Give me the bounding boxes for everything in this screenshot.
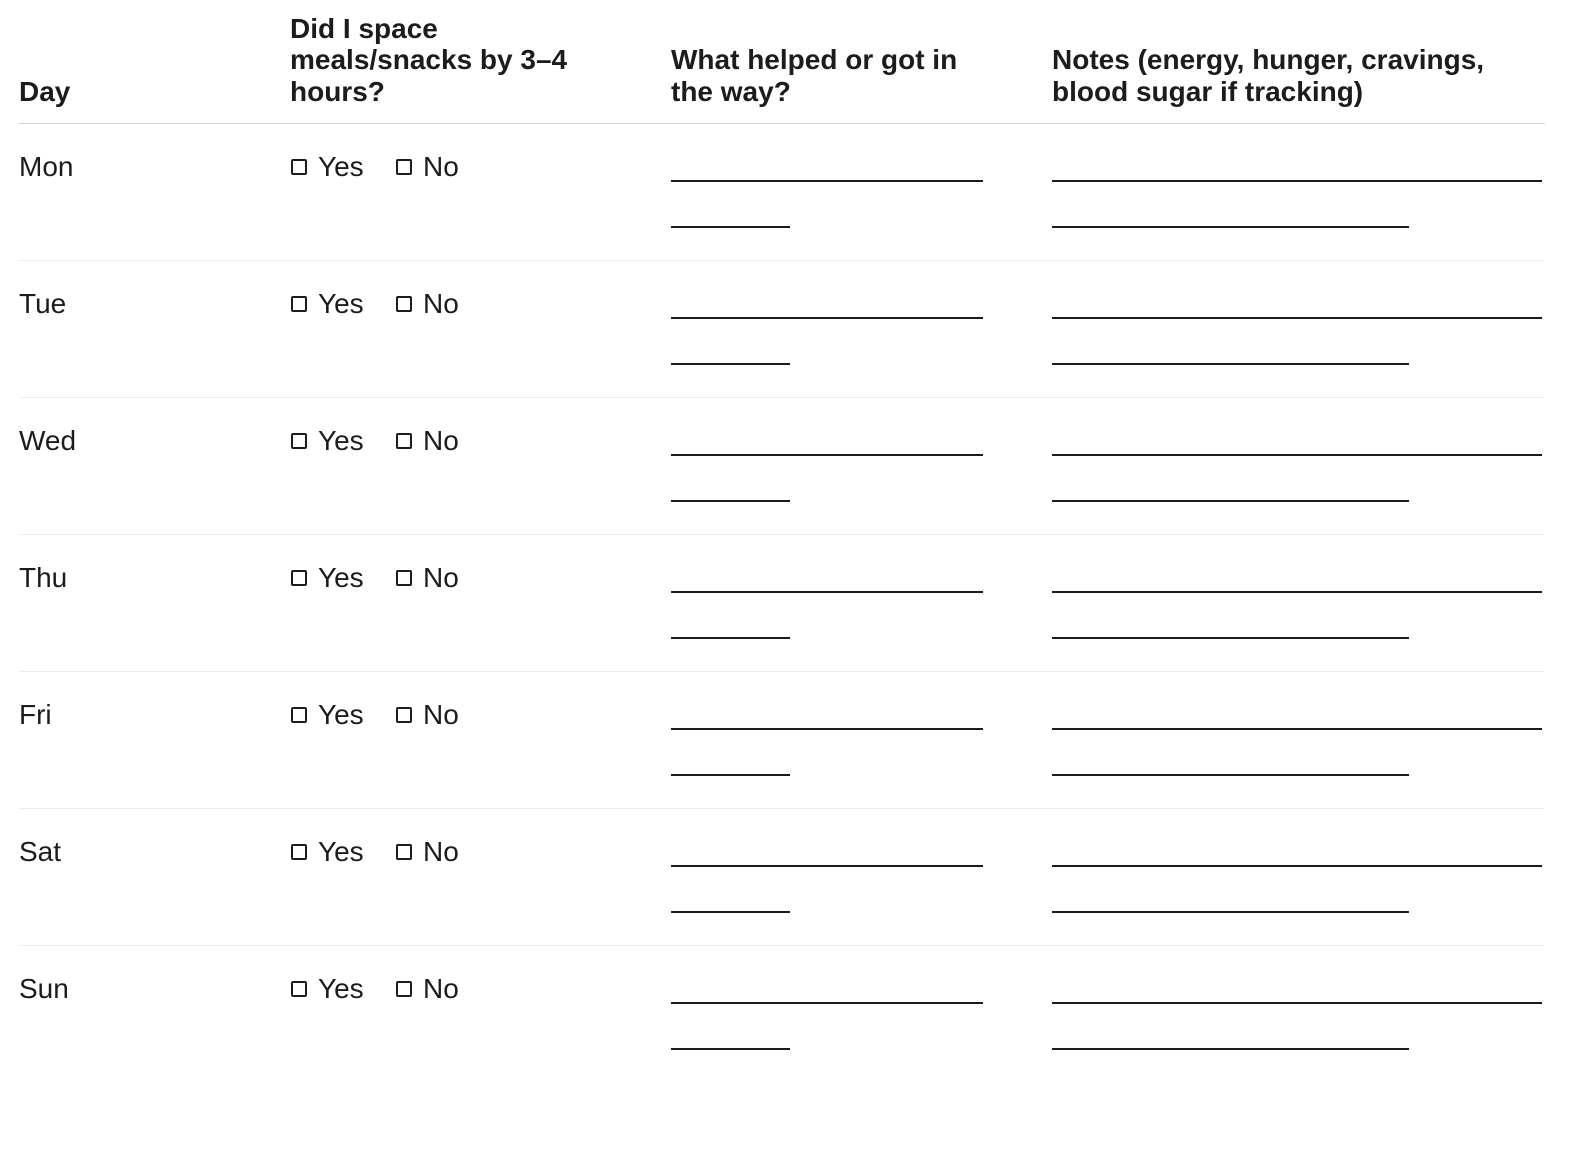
table-header [19, 0, 1545, 124]
notes-blank-line[interactable] [1052, 591, 1542, 593]
notes-blank-line[interactable] [1052, 180, 1542, 182]
notes-blank-line[interactable] [1052, 317, 1542, 319]
checkbox-icon [396, 159, 412, 175]
helped-blank-line[interactable] [671, 591, 983, 593]
checkbox-icon [291, 570, 307, 586]
notes-blank-line[interactable] [1052, 865, 1542, 867]
yes-label: Yes [318, 973, 364, 1004]
header-day: Day [19, 75, 71, 107]
helped-blank-line[interactable] [671, 363, 790, 365]
day-label: Tue [19, 288, 67, 319]
notes-blank-line[interactable] [1052, 1048, 1409, 1050]
yes-checkbox[interactable] [291, 150, 364, 184]
table-row-mon [19, 124, 1545, 261]
no-checkbox[interactable] [396, 698, 459, 732]
helped-blank-line[interactable] [671, 180, 983, 182]
helped-blank-line[interactable] [671, 500, 790, 502]
notes-blank-line[interactable] [1052, 500, 1409, 502]
yes-checkbox[interactable] [291, 972, 364, 1006]
notes-blank-line[interactable] [1052, 637, 1409, 639]
day-label: Mon [19, 151, 74, 182]
no-checkbox[interactable] [396, 424, 459, 458]
notes-blank-line[interactable] [1052, 911, 1409, 913]
checkbox-icon [291, 981, 307, 997]
header-notes: Notes (energy, hunger, cravings, blood sugar if tracking) [1052, 44, 1485, 107]
yes-label: Yes [318, 836, 364, 867]
checkbox-icon [396, 570, 412, 586]
no-label: No [423, 973, 459, 1004]
no-label: No [423, 151, 459, 182]
yes-checkbox[interactable] [291, 698, 364, 732]
notes-blank-line[interactable] [1052, 226, 1409, 228]
header-what-helped: What helped or got in the way? [671, 44, 958, 107]
helped-blank-line[interactable] [671, 1002, 983, 1004]
no-checkbox[interactable] [396, 287, 459, 321]
spacing-log-table [19, 0, 1545, 1082]
yes-label: Yes [318, 562, 364, 593]
checkbox-icon [291, 844, 307, 860]
yes-label: Yes [318, 151, 364, 182]
checkbox-icon [396, 296, 412, 312]
helped-blank-line[interactable] [671, 454, 983, 456]
notes-blank-line[interactable] [1052, 363, 1409, 365]
no-checkbox[interactable] [396, 835, 459, 869]
checkbox-icon [291, 433, 307, 449]
helped-blank-line[interactable] [671, 728, 983, 730]
notes-blank-line[interactable] [1052, 774, 1409, 776]
yes-label: Yes [318, 425, 364, 456]
no-label: No [423, 699, 459, 730]
no-label: No [423, 836, 459, 867]
checkbox-icon [291, 707, 307, 723]
table-row-fri [19, 672, 1545, 809]
helped-blank-line[interactable] [671, 1048, 790, 1050]
no-label: No [423, 425, 459, 456]
notes-blank-line[interactable] [1052, 1002, 1542, 1004]
no-checkbox[interactable] [396, 150, 459, 184]
table-row-sun [19, 946, 1545, 1082]
helped-blank-line[interactable] [671, 911, 790, 913]
day-label: Sun [19, 973, 69, 1004]
helped-blank-line[interactable] [671, 774, 790, 776]
checkbox-icon [291, 159, 307, 175]
header-spaced-meals: Did I space meals/snacks by 3–4 hours? [290, 12, 568, 107]
day-label: Wed [19, 425, 77, 456]
notes-blank-line[interactable] [1052, 454, 1542, 456]
day-label: Sat [19, 836, 62, 867]
day-label: Fri [19, 699, 52, 730]
helped-blank-line[interactable] [671, 317, 983, 319]
table-row-thu [19, 535, 1545, 672]
yes-checkbox[interactable] [291, 835, 364, 869]
table-row-wed [19, 398, 1545, 535]
table-row-tue [19, 261, 1545, 398]
yes-label: Yes [318, 699, 364, 730]
helped-blank-line[interactable] [671, 865, 983, 867]
no-label: No [423, 562, 459, 593]
no-checkbox[interactable] [396, 972, 459, 1006]
helped-blank-line[interactable] [671, 226, 790, 228]
day-label: Thu [19, 562, 68, 593]
yes-checkbox[interactable] [291, 424, 364, 458]
checkbox-icon [396, 844, 412, 860]
checkbox-icon [396, 981, 412, 997]
yes-label: Yes [318, 288, 364, 319]
notes-blank-line[interactable] [1052, 728, 1542, 730]
helped-blank-line[interactable] [671, 637, 790, 639]
no-label: No [423, 288, 459, 319]
yes-checkbox[interactable] [291, 561, 364, 595]
checkbox-icon [396, 707, 412, 723]
table-row-sat [19, 809, 1545, 946]
checkbox-icon [291, 296, 307, 312]
no-checkbox[interactable] [396, 561, 459, 595]
yes-checkbox[interactable] [291, 287, 364, 321]
checkbox-icon [396, 433, 412, 449]
